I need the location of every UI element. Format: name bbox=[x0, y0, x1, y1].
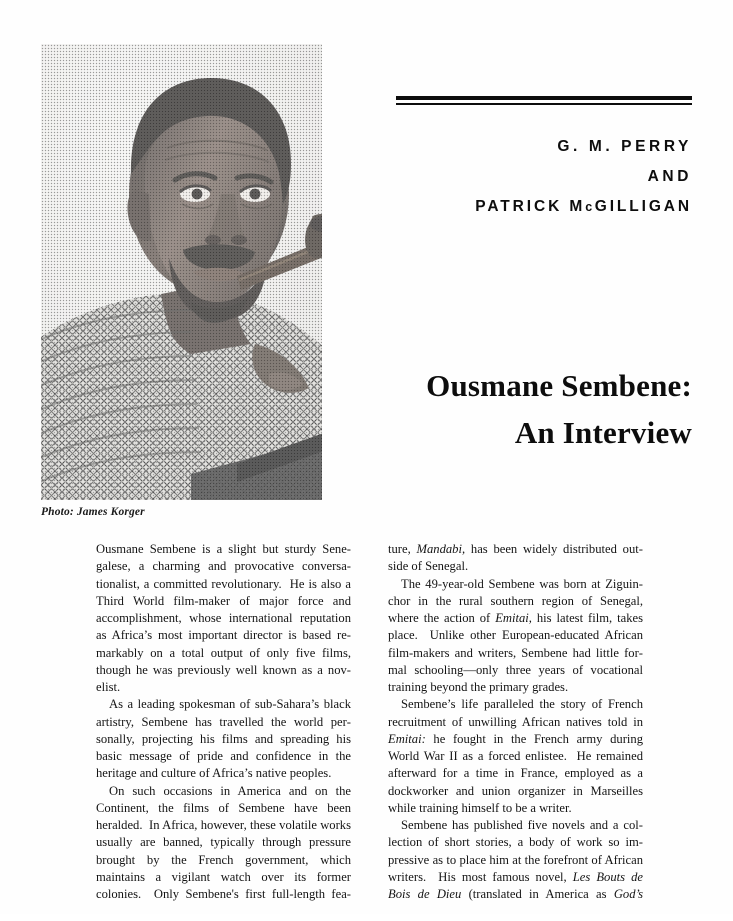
photo-credit: Photo: James Korger bbox=[41, 506, 145, 518]
article-photo bbox=[41, 44, 322, 500]
paragraph: Sembene has published five novels and a collection of short stories, a body of work so impressive as to place him at the forefront of African writers. His most famous novel, Les Bouts de Bois de Dieu (translated in America as God’s bbox=[388, 818, 644, 901]
body-column-right bbox=[388, 541, 644, 901]
paragraph: Ousmane Sembene is a slight but sturdy Senegalese, a charming and provocative conversationalist, a committed revolutionary. He is also a Third World film-maker of major force and accomplishment, whose international reputation as Africa’s most important director is based remarkably on a total output of only five films, though he was previously well known as a novelist. bbox=[96, 542, 351, 694]
paragraph: ture, Mandabi, has been widely distributed outside of Senegal. bbox=[388, 542, 643, 574]
body-columns bbox=[96, 541, 644, 901]
paragraph: As a leading spokesman of sub-Sahara’s black artistry, Sembene has travelled the world personally, projecting his films and spreading his basic message of pride and confidence in the heritage and culture of Africa’s native peoples. bbox=[96, 697, 351, 781]
article-title-line-1: Ousmane Sembene: bbox=[426, 368, 692, 403]
byline bbox=[396, 132, 692, 222]
paragraph: Sembene’s life paralleled the story of French recruitment of unwilling African natives told in Emitai: he fought in the French army during World War II as a forced enlistee. He remained afterward for a time in France, employed as a dockworker and union organizer in Marseilles while training himself to be a writer. bbox=[388, 697, 643, 815]
article-title-line-2: An Interview bbox=[514, 415, 692, 450]
article-title bbox=[396, 362, 692, 456]
italic-title-emitai: Emitai, bbox=[495, 611, 532, 625]
paragraph: The 49-year-old Sembene was born at Ziguinchor in the rural southern region of Senegal, where the action of Emitai, his latest film, takes place. Unlike other European-educated African film-makers and writers, Sembene had little formal schooling—only three years of vocational training beyond the primary grades. bbox=[388, 576, 643, 694]
body-column-left bbox=[96, 541, 351, 901]
byline-author-two bbox=[396, 192, 692, 222]
italic-title-mandabi: Mandabi, bbox=[416, 542, 466, 556]
header-rule-thin bbox=[396, 103, 692, 105]
italic-title-emitai-2: Emitai: bbox=[388, 731, 426, 746]
portrait-photo-image bbox=[41, 44, 322, 500]
italic-title-les-bouts: Les Bouts de Bois de Dieu bbox=[388, 869, 644, 901]
paragraph: On such occasions in America and on the Continent, the films of Sembene have been heralded. In Africa, however, these volatile works usually are banned, typically through pressure brought by the French government, which maintains a vigilant watch over its former colonies. Only Sembene's first full-length fea- bbox=[96, 783, 351, 901]
byline-author-one: G. M. PERRY bbox=[557, 138, 692, 155]
byline-conjunction: AND bbox=[647, 168, 692, 185]
byline-author-two-mc: c bbox=[585, 200, 595, 214]
italic-title-gods: God’s bbox=[613, 887, 643, 901]
byline-author-two-part1: PATRICK M bbox=[475, 198, 586, 215]
byline-author-two-part2: GILLIGAN bbox=[594, 198, 692, 215]
header-block bbox=[396, 96, 692, 222]
photo-frame bbox=[41, 44, 322, 500]
